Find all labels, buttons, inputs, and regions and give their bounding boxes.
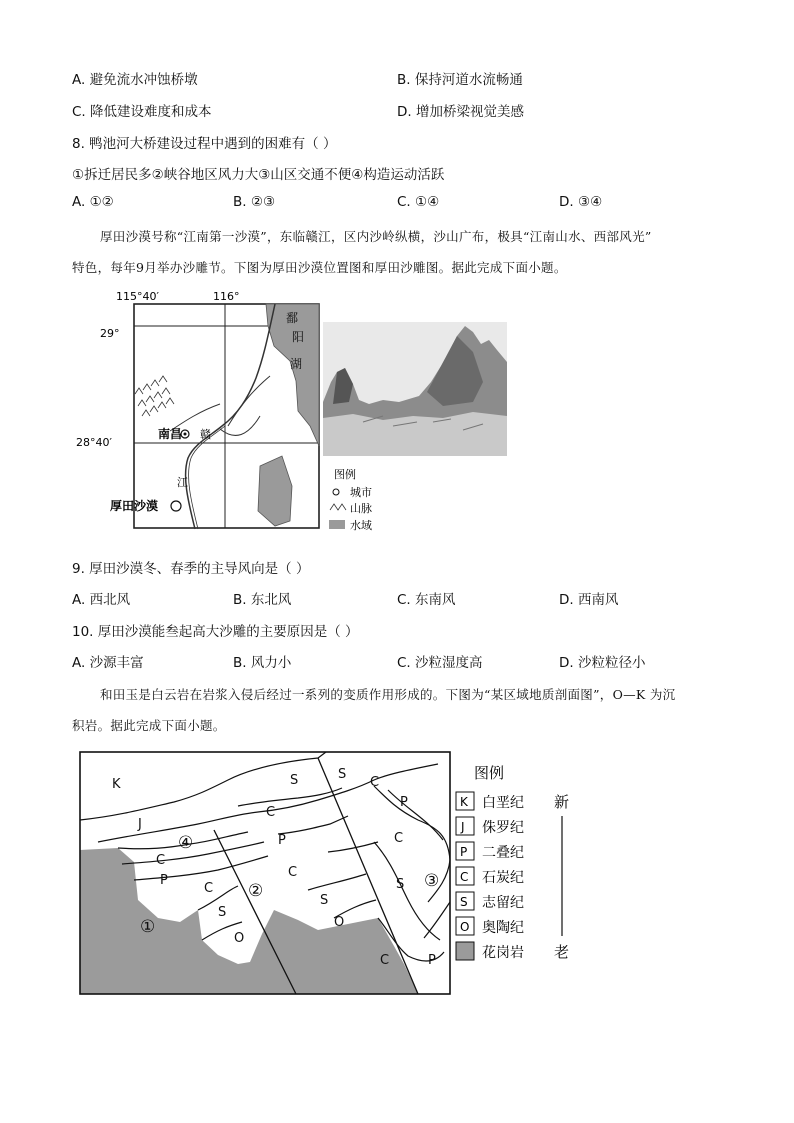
marker-4: ④ xyxy=(178,833,194,853)
q10-stem: 10. 厚田沙漠能叁起高大沙雕的主要原因是（ ） xyxy=(72,624,359,640)
houtian-desert-label: 厚田沙漠 xyxy=(110,499,159,513)
legend-j-code: J xyxy=(461,820,465,834)
q10-option-c: C. 沙粒湿度高 xyxy=(397,655,483,671)
legend-j-name: 侏罗纪 xyxy=(482,820,524,836)
legend-mountain-label: 山脉 xyxy=(350,502,372,515)
stratum-o-left: O xyxy=(234,931,245,946)
stratum-p-right-bottom: P xyxy=(428,953,436,968)
legend-water-icon xyxy=(329,520,345,529)
jiang-label: 江 xyxy=(177,476,188,489)
stratum-c-mid: C xyxy=(266,805,276,820)
lon-label-2: 116° xyxy=(213,290,240,303)
stratum-s-mid: S xyxy=(320,893,329,908)
stratum-c-left2: C xyxy=(204,881,214,896)
legend-o-code: O xyxy=(460,920,470,934)
stratum-s-right-top: S xyxy=(338,767,347,782)
legend-old-label: 老 xyxy=(554,943,570,961)
q8-option-a: A. ①② xyxy=(72,194,114,210)
lat-label-2: 28°40′ xyxy=(76,436,112,449)
lake-label-2: 阳 xyxy=(292,330,305,344)
stratum-p-right: P xyxy=(400,795,408,810)
q9-option-c: C. 东南风 xyxy=(397,592,456,608)
q8-option-c: C. ①④ xyxy=(397,194,440,210)
lake-label-1: 鄱 xyxy=(286,311,299,325)
q10-option-a: A. 沙源丰富 xyxy=(72,655,144,671)
q10-option-d: D. 沙粒粒径小 xyxy=(559,655,646,671)
lat-label-1: 29° xyxy=(100,327,120,340)
q7-option-b: B. 保持河道水流畅通 xyxy=(397,72,523,88)
legend-c-name: 石炭纪 xyxy=(482,870,524,886)
stratum-k: K xyxy=(112,777,121,792)
marker-3: ③ xyxy=(424,871,440,891)
stratum-j: J xyxy=(138,817,142,832)
stratum-p-mid: P xyxy=(278,833,286,848)
stratum-o-mid: O xyxy=(334,915,345,930)
legend-c-code: C xyxy=(460,870,469,884)
stratum-s-right: S xyxy=(396,877,405,892)
legend-granite-swatch xyxy=(456,942,474,960)
legend-s-name: 志留纪 xyxy=(482,895,524,911)
legend-p-name: 二叠纪 xyxy=(482,845,524,861)
lake-label-3: 湖 xyxy=(290,357,303,371)
geologic-cross-section xyxy=(78,750,598,1000)
granite-body xyxy=(80,848,418,994)
stratum-c-right-top: C xyxy=(370,775,380,790)
stratum-c-mid2: C xyxy=(288,865,298,880)
q8-option-b: B. ②③ xyxy=(233,194,276,210)
stratum-s-mid-top: S xyxy=(290,773,299,788)
passage-hetian-line2: 积岩。据此完成下面小题。 xyxy=(72,718,226,733)
map-legend-title: 图例 xyxy=(334,468,356,481)
stratum-p-left: P xyxy=(160,873,168,888)
marker-2: ② xyxy=(248,881,264,901)
legend-k-name: 白垩纪 xyxy=(482,795,524,811)
q10-option-b: B. 风力小 xyxy=(233,655,292,671)
q9-stem: 9. 厚田沙漠冬、春季的主导风向是（ ） xyxy=(72,561,310,577)
gan-label: 赣 xyxy=(200,428,211,441)
q8-items: ①拆迁居民多②峡谷地区风力大③山区交通不便④构造运动活跃 xyxy=(72,167,445,183)
q9-option-d: D. 西南风 xyxy=(559,592,619,608)
stratum-c-right-bottom: C xyxy=(380,953,390,968)
legend-water-label: 水域 xyxy=(350,519,372,532)
sand-sculpture-photo xyxy=(323,322,507,456)
legend-o-name: 奥陶纪 xyxy=(482,920,524,936)
passage-houtian-line1: 厚田沙漠号称“江南第一沙漠”，东临赣江，区内沙岭纵横，沙山广布，极具“江南山水、西部风光” xyxy=(100,229,652,244)
nanchang-label: 南昌 xyxy=(158,427,183,441)
q8-option-d: D. ③④ xyxy=(559,194,603,210)
stratum-s-left: S xyxy=(218,905,227,920)
q9-option-a: A. 西北风 xyxy=(72,592,131,608)
marker-1: ① xyxy=(140,917,156,937)
legend-city-label: 城市 xyxy=(350,486,372,499)
lon-label-1: 115°40′ xyxy=(116,290,159,303)
legend-city-icon xyxy=(333,489,339,495)
stratum-c-left: C xyxy=(156,853,166,868)
passage-houtian-line2: 特色，每年9月举办沙雕节。下图为厚田沙漠位置图和厚田沙雕图。据此完成下面小题。 xyxy=(72,260,567,275)
legend-p-code: P xyxy=(460,845,468,859)
q7-option-d: D. 增加桥梁视觉美感 xyxy=(397,104,524,120)
q7-option-c: C. 降低建设难度和成本 xyxy=(72,104,212,120)
stratum-c-right: C xyxy=(394,831,404,846)
q7-option-a: A. 避免流水冲蚀桥墩 xyxy=(72,72,198,88)
q9-option-b: B. 东北风 xyxy=(233,592,292,608)
legend-mountain-icon xyxy=(330,504,346,510)
legend-granite-name: 花岗岩 xyxy=(482,945,524,961)
passage-hetian-line1: 和田玉是白云岩在岩浆入侵后经过一系列的变质作用形成的。下图为“某区域地质剖面图”，O—K 为沉 xyxy=(100,687,676,702)
legend-s-code: S xyxy=(460,895,468,909)
q8-stem: 8. 鸭池河大桥建设过程中遇到的困难有（ ） xyxy=(72,136,337,152)
legend-k-code: K xyxy=(460,795,468,809)
geo-legend-title: 图例 xyxy=(474,764,505,782)
legend-new-label: 新 xyxy=(554,793,570,811)
